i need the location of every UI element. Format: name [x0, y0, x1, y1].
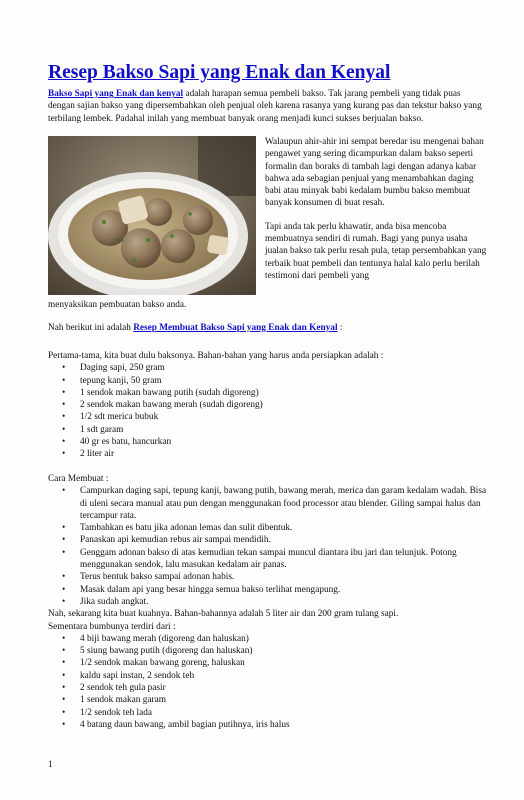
- bullet-icon: •: [62, 670, 66, 681]
- bullet-icon: •: [62, 695, 66, 706]
- list-item: • tepung kanji, 50 gram: [62, 375, 162, 386]
- list-item: • Jika sudah angkat.: [62, 596, 149, 607]
- bullet-icon: •: [62, 719, 66, 730]
- list-item: • 2 liter air: [62, 449, 115, 460]
- bullet-icon: •: [62, 646, 66, 657]
- list-item: • Panaskan api kemudian rebus air sampai mendidih.: [62, 535, 271, 546]
- list-item: • 40 gr es batu, hancurkan: [62, 437, 172, 448]
- page-number: 1: [48, 760, 53, 770]
- ingredients-list: [48, 362, 488, 460]
- side-text: [265, 136, 487, 282]
- bullet-icon: •: [62, 596, 66, 607]
- broth-heading: Nah, sekarang kita buat kuahnya. Bahan-bahannya adalah 5 liter air dan 200 gram tulang sapi.: [48, 609, 399, 620]
- intro-paragraph: [48, 88, 484, 125]
- list-item: • Masak dalam api yang besar hingga semua bakso terlihat mengapung.: [62, 584, 341, 595]
- side-paragraph-1: Walaupun ahir-ahir ini sempat beredar isu mengenai bahan pengawet yang sering dicampurkan dalam bakso seperti formalin dan boraks di tambah lagi dengan adanya kabar bahwa ada sebagian penjual yang menambahkan daging babi atau minyak babi kedalam bumbu bakso membuat banyak konsumen di buat resah.: [265, 137, 484, 209]
- bullet-icon: •: [62, 400, 66, 411]
- list-item: • 2 sendok teh gula pasir: [62, 683, 166, 694]
- bullet-icon: •: [62, 633, 66, 644]
- spices-list: [48, 633, 488, 731]
- list-item: • 4 batang daun bawang, ambil bagian putihnya, iris halus: [62, 719, 290, 730]
- bullet-icon: •: [62, 523, 66, 534]
- bullet-icon: •: [62, 683, 66, 694]
- bullet-icon: •: [62, 547, 66, 558]
- list-item: • Campurkan daging sapi, tepung kanji, bawang putih, bawang merah, merica dan garam kedalam wadah. Bisa di uleni secara manual atau pun dengan menggunakan food processor atau blender. Giling sampai halus dan tercampur rata.: [62, 486, 487, 521]
- ingredients-section: [48, 350, 488, 461]
- bullet-icon: •: [62, 449, 66, 460]
- list-item: • Tambahkan es batu jika adonan lemas dan sulit dibentuk.: [62, 523, 293, 534]
- ingredients-heading: Pertama-tama, kita buat dulu baksonya. Bahan-bahan yang harus anda persiapkan adalah :: [48, 351, 384, 361]
- list-item: • 5 siung bawang putih (digoreng dan haluskan): [62, 646, 253, 657]
- intro-link[interactable]: Bakso Sapi yang Enak dan kenyal: [48, 89, 184, 99]
- page-title[interactable]: Resep Bakso Sapi yang Enak dan Kenyal: [48, 62, 391, 83]
- list-item: • 1 sendok makan bawang putih (sudah digoreng): [62, 387, 259, 398]
- recipe-intro-suffix: :: [337, 323, 343, 333]
- recipe-intro-prefix: Nah berikut ini adalah: [48, 323, 134, 333]
- list-item: • 1/2 sendok teh lada: [62, 707, 153, 718]
- bullet-icon: •: [62, 363, 66, 374]
- method-section: [48, 473, 488, 731]
- bullet-icon: •: [62, 707, 66, 718]
- bullet-icon: •: [62, 387, 66, 398]
- list-item: • Daging sapi, 250 gram: [62, 363, 165, 374]
- bakso-soup-photo: [48, 136, 256, 295]
- spices-heading: Sementara bumbunya terdiri dari :: [48, 621, 176, 632]
- list-item: • kaldu sapi instan, 2 sendok teh: [62, 670, 195, 681]
- bullet-icon: •: [62, 486, 66, 497]
- list-item: • Terus bentuk bakso sampai adonan habis.: [62, 572, 235, 583]
- list-item: • 1 sendok makan garam: [62, 695, 166, 706]
- list-item: • 1/2 sendok makan bawang goreng, haluskan: [62, 658, 245, 669]
- bullet-icon: •: [62, 658, 66, 669]
- bullet-icon: •: [62, 437, 66, 448]
- bullet-icon: •: [62, 412, 66, 423]
- side-paragraph-2: Tapi anda tak perlu khawatir, anda bisa mencoba membuatnya sendiri di rumah. Bagi yang punya usaha jualan bakso tak perlu resah pula, tetap persembahkan yang terbaik buat pembeli dan tentunya halal kalo perlu berilah testimoni dari pembeli yang: [265, 221, 487, 281]
- list-item: • 2 sendok makan bawang merah (sudah digoreng): [62, 400, 263, 411]
- recipe-link[interactable]: Resep Membuat Bakso Sapi yang Enak dan Kenyal: [133, 323, 338, 333]
- bullet-icon: •: [62, 535, 66, 546]
- bakso-bowl-image: [48, 136, 256, 295]
- list-item: • 4 biji bawang merah (digoreng dan haluskan): [62, 633, 249, 644]
- list-item: • Genggam adonan bakso di atas kemudian tekan sampai muncul diantara ibu jari dan telunjuk. Potong menggunakan sendok, lalu masukan kedalam air panas.: [62, 547, 457, 571]
- list-item: • 1/2 sdt merica bubuk: [62, 412, 159, 423]
- bullet-icon: •: [62, 584, 66, 595]
- method-heading: Cara Membuat :: [48, 474, 109, 484]
- intro-text: adalah harapan semua pembeli bakso. Tak jarang pembeli yang tidak puas dengan sajian bakso yang dipersembahkan oleh penjual oleh karena rasanya yang kurang pas dan tekstur bakso yang terbilang lembek. Padahal inilah yang membuat banyak orang menjadi kunci sukses berjualan bakso.: [48, 89, 482, 124]
- recipe-intro-line: [48, 322, 342, 334]
- list-item: • 1 sdt garam: [62, 424, 124, 435]
- bullet-icon: •: [62, 424, 66, 435]
- method-list: [48, 485, 488, 608]
- bullet-icon: •: [62, 572, 66, 583]
- bullet-icon: •: [62, 375, 66, 386]
- continuation-text: menyaksikan pembuatan bakso anda.: [48, 300, 187, 310]
